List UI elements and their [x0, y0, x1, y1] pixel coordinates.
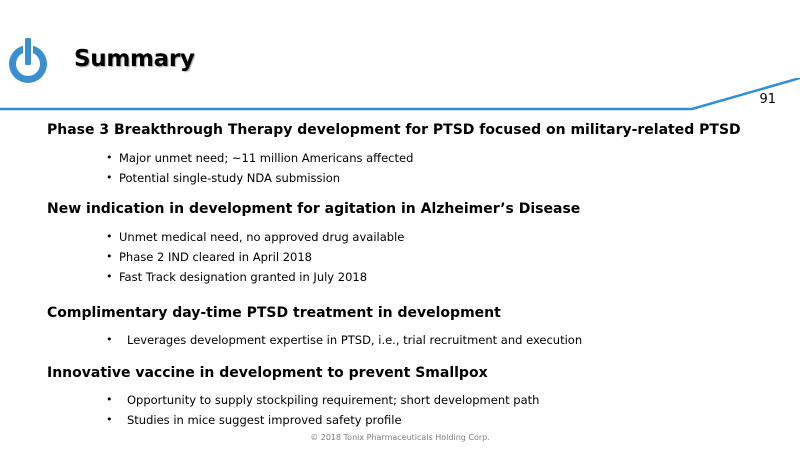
list-item: • Phase 2 IND cleared in April 2018: [106, 250, 312, 264]
bullet-list: [47, 227, 580, 287]
bullet-list: [47, 330, 582, 350]
list-item: • Studies in mice suggest improved safety profile: [106, 413, 402, 427]
bullet-list: [47, 148, 741, 188]
copyright-footer: © 2018 Tonix Pharmaceuticals Holding Corp.: [310, 433, 490, 442]
list-item: • Unmet medical need, no approved drug available: [106, 230, 405, 244]
list-item: • Major unmet need; ~11 million Americans affected: [106, 151, 414, 165]
list-item: • Leverages development expertise in PTSD, i.e., trial recruitment and execution: [106, 333, 583, 347]
section-heading: Phase 3 Breakthrough Therapy development for PTSD focused on military-related PTSD: [47, 122, 741, 138]
bullet-list: [47, 390, 539, 430]
section-heading: Complimentary day-time PTSD treatment in development: [47, 305, 501, 321]
section-heading: Innovative vaccine in development to prevent Smallpox: [47, 365, 488, 381]
list-item: • Fast Track designation granted in July 2018: [106, 270, 368, 284]
section-ptsd: [47, 121, 741, 188]
list-item: • Opportunity to supply stockpiling requirement; short development path: [106, 393, 540, 407]
header-rule: [0, 78, 800, 114]
section-daytime-ptsd: [47, 304, 582, 350]
section-heading: New indication in development for agitation in Alzheimer’s Disease: [47, 201, 581, 217]
list-item: • Potential single-study NDA submission: [106, 171, 341, 185]
page-number: 91: [759, 92, 776, 107]
section-smallpox: [47, 364, 539, 430]
page-title: Summary: [74, 46, 195, 72]
section-alzheimers: [47, 200, 580, 287]
